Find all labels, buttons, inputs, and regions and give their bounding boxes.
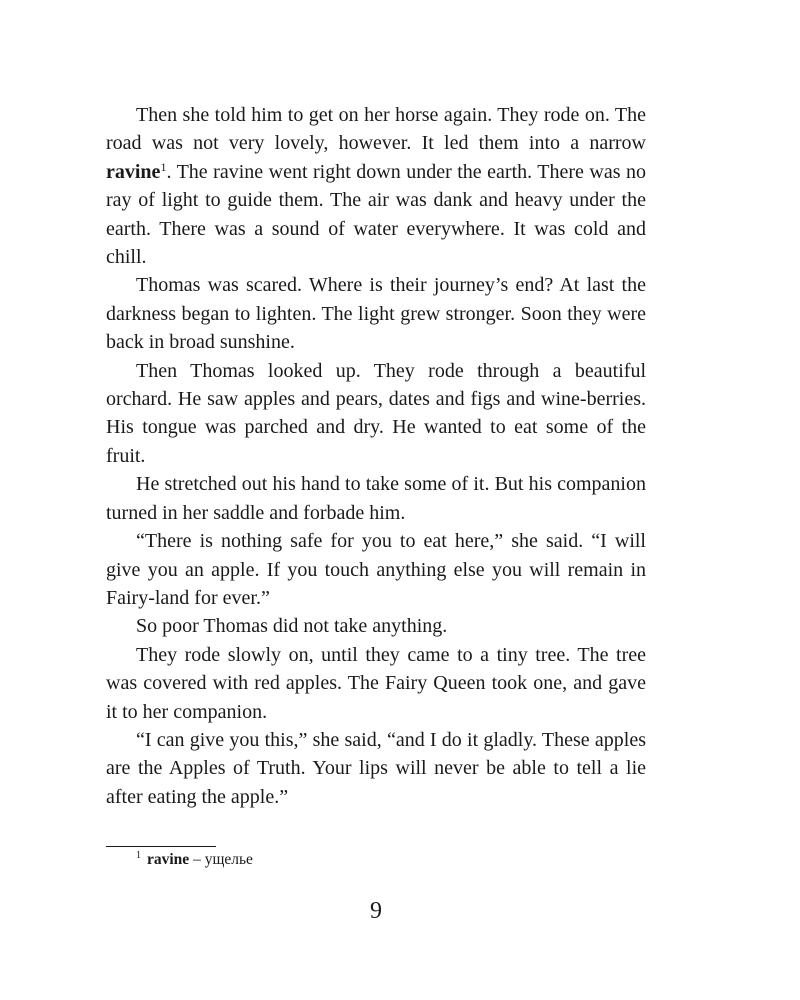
paragraph: Thomas was scared. Where is their journey’s end? At last the darkness began to lighten. The light grew stronger. Soon they were back in broad sunshine. bbox=[106, 274, 646, 354]
paragraph: Then Thomas looked up. They rode through a beautiful orchard. He saw apples and pears, dates and figs and wine-berries. His tongue was parched and dry. He wanted to eat some of the fruit. bbox=[106, 359, 646, 467]
footnote-number: 1 bbox=[136, 850, 141, 861]
paragraph: So poor Thomas did not take anything. bbox=[136, 615, 448, 638]
paragraph: Then she told him to get on her horse again. They rode on. The road was not very lovely, however. It led them into a narrow ravine$^1$. The ravine went right down under the earth. There was no ray of light to guide them. The air was dank and heavy under the earth. There was a sound of water everywhere. It was cold and chill. bbox=[106, 104, 646, 269]
footnote bbox=[136, 850, 253, 870]
glossary-term: ravine bbox=[106, 160, 161, 183]
main-text bbox=[106, 101, 646, 811]
paragraph: “I can give you this,” she said, “and I do it gladly. These apples are the Apples of Truth. Your lips will never be able to tell a lie after eating the apple.” bbox=[106, 728, 646, 808]
footnote-reference[interactable]: 1 bbox=[160, 159, 167, 174]
footnote-definition: – ущелье bbox=[189, 851, 253, 868]
paragraph: He stretched out his hand to take some of it. But his companion turned in her saddle and forbade him. bbox=[106, 473, 646, 524]
paragraph: “There is nothing safe for you to eat here,” she said. “I will give you an apple. If you touch anything else you will remain in Fairy-land for ever.” bbox=[106, 530, 646, 609]
paragraph: They rode slowly on, until they came to a tiny tree. The tree was covered with red apples. The Fairy Queen took one, and gave it to her companion. bbox=[106, 643, 646, 723]
footnote-term: ravine bbox=[147, 851, 190, 868]
footnote-divider bbox=[106, 846, 216, 847]
page-number: 9 bbox=[370, 898, 382, 924]
